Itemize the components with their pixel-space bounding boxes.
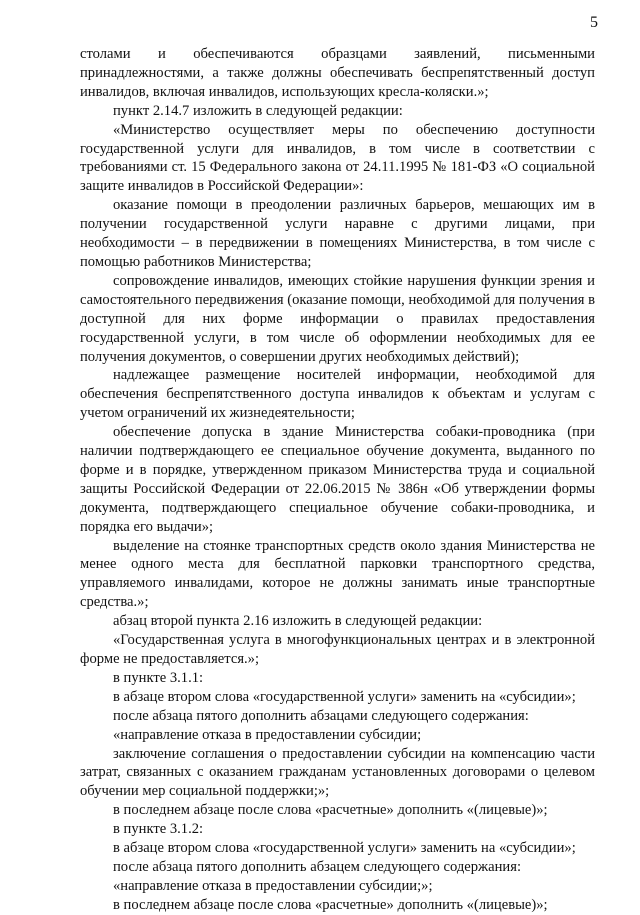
paragraph: «направление отказа в предоставлении субсидии;»; xyxy=(113,877,433,894)
paragraph: выделение на стоянке транспортных средств около здания Министерства не менее одного места для бесплатной парковки транспортного средства, управляемого инвалидами, которое не должны занимать иные транспортные средства.»; xyxy=(80,537,595,611)
paragraph: сопровождение инвалидов, имеющих стойкие нарушения функции зрения и самостоятельного передвижения (оказание помощи, необходимой для получения в доступной для них форме информации о правилах предоставления государственной услуги, в том числе об оформлении необходимых для ее получения документов, о совершении других необходимых действий); xyxy=(80,272,595,365)
page-number: 5 xyxy=(590,14,598,31)
paragraph: оказание помощи в преодолении различных барьеров, мешающих им в получении государственной услуги наравне с другими лицами, при необходимости – в передвижении в помещениях Министерства, в том числе с помощью работников Министерства; xyxy=(80,197,595,270)
paragraph: столами и обеспечиваются образцами заявлений, письменными принадлежностями, а также должны обеспечивать беспрепятственный доступ инвалидов, включая инвалидов, использующих кресла-коляски.»; xyxy=(80,46,595,100)
paragraph: «направление отказа в предоставлении субсидии; xyxy=(113,726,422,743)
paragraph: абзац второй пункта 2.16 изложить в следующей редакции: xyxy=(113,613,483,630)
paragraph: после абзаца пятого дополнить абзацами следующего содержания: xyxy=(113,707,529,724)
paragraph: после абзаца пятого дополнить абзацем следующего содержания: xyxy=(113,858,521,875)
paragraph: надлежащее размещение носителей информации, необходимой для обеспечения беспрепятственного доступа инвалидов к объектам и услугам с учетом ограничений их жизнедеятельности; xyxy=(80,367,595,422)
paragraph: обеспечение допуска в здание Министерства собаки-проводника (при наличии подтверждающего ее специальное обучение документа, выданного по форме и в порядке, утвержденном приказом Министерства труда и социальной защиты Российской Федерации от 22.06.2015 № 386н «Об утверждении формы документа, подтверждающего специальное обучение собаки-проводника, и порядка его выдачи»; xyxy=(80,424,595,535)
paragraph: в последнем абзаце после слова «расчетные» дополнить «(лицевые)»; xyxy=(113,802,548,819)
paragraph: «Государственная услуга в многофункциональных центрах и в электронной форме не предоставляется.»; xyxy=(80,632,595,667)
paragraph: «Министерство осуществляет меры по обеспечению доступности государственной услуги для инвалидов, в том числе в соответствии с требованиями ст. 15 Федерального закона от 24.11.1995 № 181-ФЗ «О социальной защите инвалидов в Российской Федерации»: xyxy=(80,121,595,195)
paragraph: в абзаце втором слова «государственной услуги» заменить на «субсидии»; xyxy=(113,840,576,857)
paragraph: в пункте 3.1.2: xyxy=(113,821,204,838)
paragraph: в последнем абзаце после слова «расчетные» дополнить «(лицевые)»; xyxy=(113,896,548,913)
paragraph: заключение соглашения о предоставлении субсидии на компенсацию части затрат, связанных с оказанием гражданам установленных договорами о целевом обучении мер социальной поддержки;»; xyxy=(80,745,595,800)
paragraph: в пункте 3.1.1: xyxy=(113,669,204,686)
paragraph: в абзаце втором слова «государственной услуги» заменить на «субсидии»; xyxy=(113,688,576,705)
document-body xyxy=(80,45,595,915)
paragraph: пункт 2.14.7 изложить в следующей редакции: xyxy=(113,102,403,119)
